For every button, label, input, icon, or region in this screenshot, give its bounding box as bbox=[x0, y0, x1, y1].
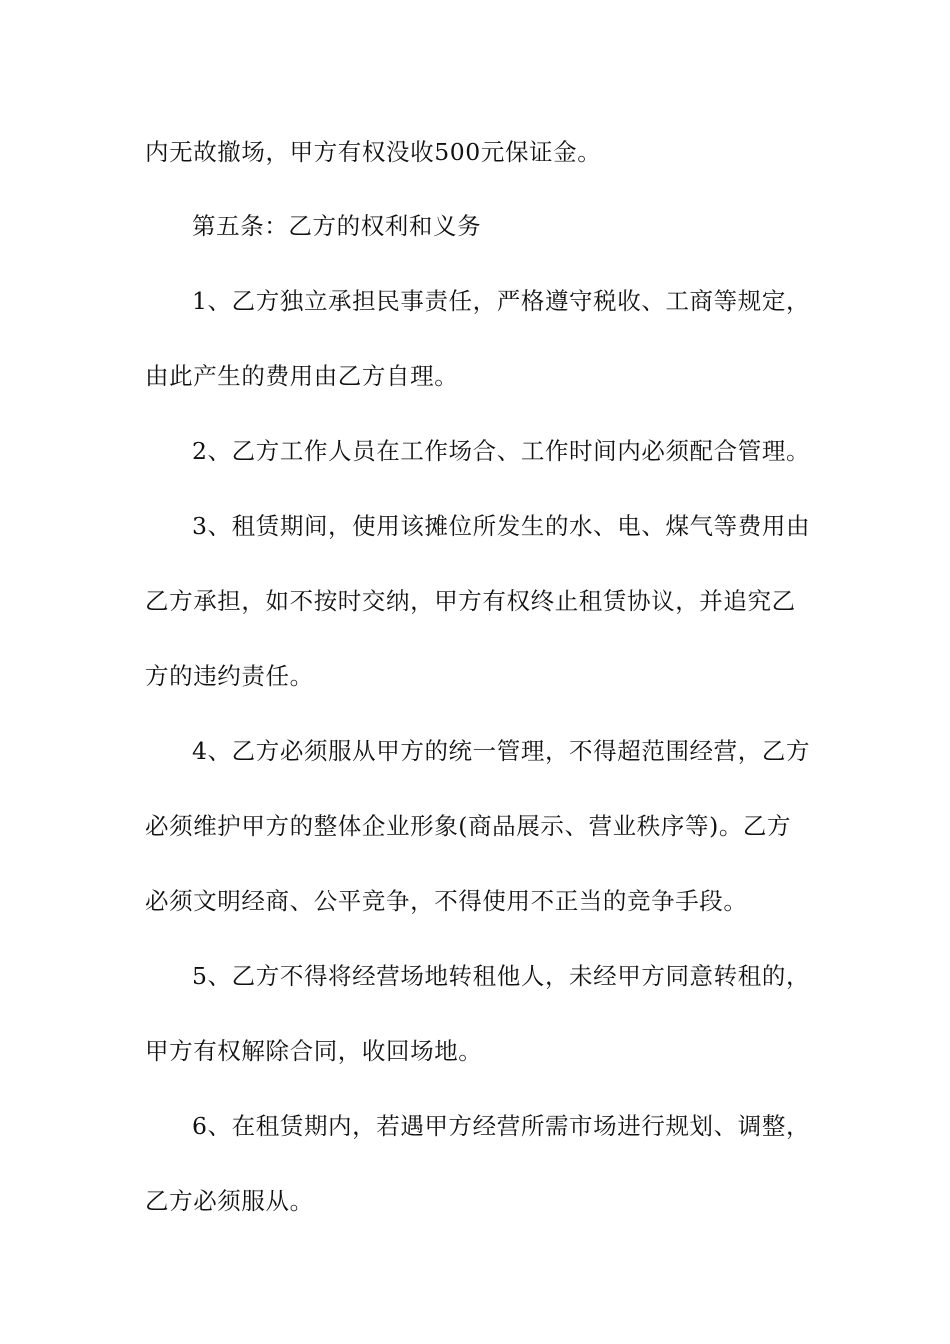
text-line: 甲方有权解除合同，收回场地。 bbox=[145, 1037, 483, 1065]
section-heading: 第五条：乙方的权利和义务 bbox=[192, 212, 482, 240]
text-line: 2、乙方工作人员在工作场合、工作时间内必须配合管理。 bbox=[192, 437, 811, 465]
text-line: 3、租赁期间，使用该摊位所发生的水、电、煤气等费用由 bbox=[192, 512, 811, 540]
text-line: 5、乙方不得将经营场地转租他人，未经甲方同意转租的， bbox=[192, 962, 811, 990]
text-line: 乙方承担，如不按时交纳，甲方有权终止租赁协议，并追究乙 bbox=[145, 587, 796, 615]
text-line: 内无故撤场，甲方有权没收500元保证金。 bbox=[145, 138, 602, 166]
text-line: 6、在租赁期内，若遇甲方经营所需市场进行规划、调整， bbox=[192, 1112, 811, 1140]
text-line: 1、乙方独立承担民事责任，严格遵守税收、工商等规定， bbox=[192, 287, 811, 315]
text-line: 4、乙方必须服从甲方的统一管理，不得超范围经营，乙方 bbox=[192, 737, 811, 765]
text-line: 方的违约责任。 bbox=[145, 662, 314, 690]
text-line: 必须文明经商、公平竞争，不得使用不正当的竞争手段。 bbox=[145, 887, 748, 915]
text-line: 乙方必须服从。 bbox=[145, 1187, 314, 1215]
text-line: 由此产生的费用由乙方自理。 bbox=[145, 362, 459, 390]
text-line: 必须维护甲方的整体企业形象(商品展示、营业秩序等)。乙方 bbox=[145, 812, 792, 840]
